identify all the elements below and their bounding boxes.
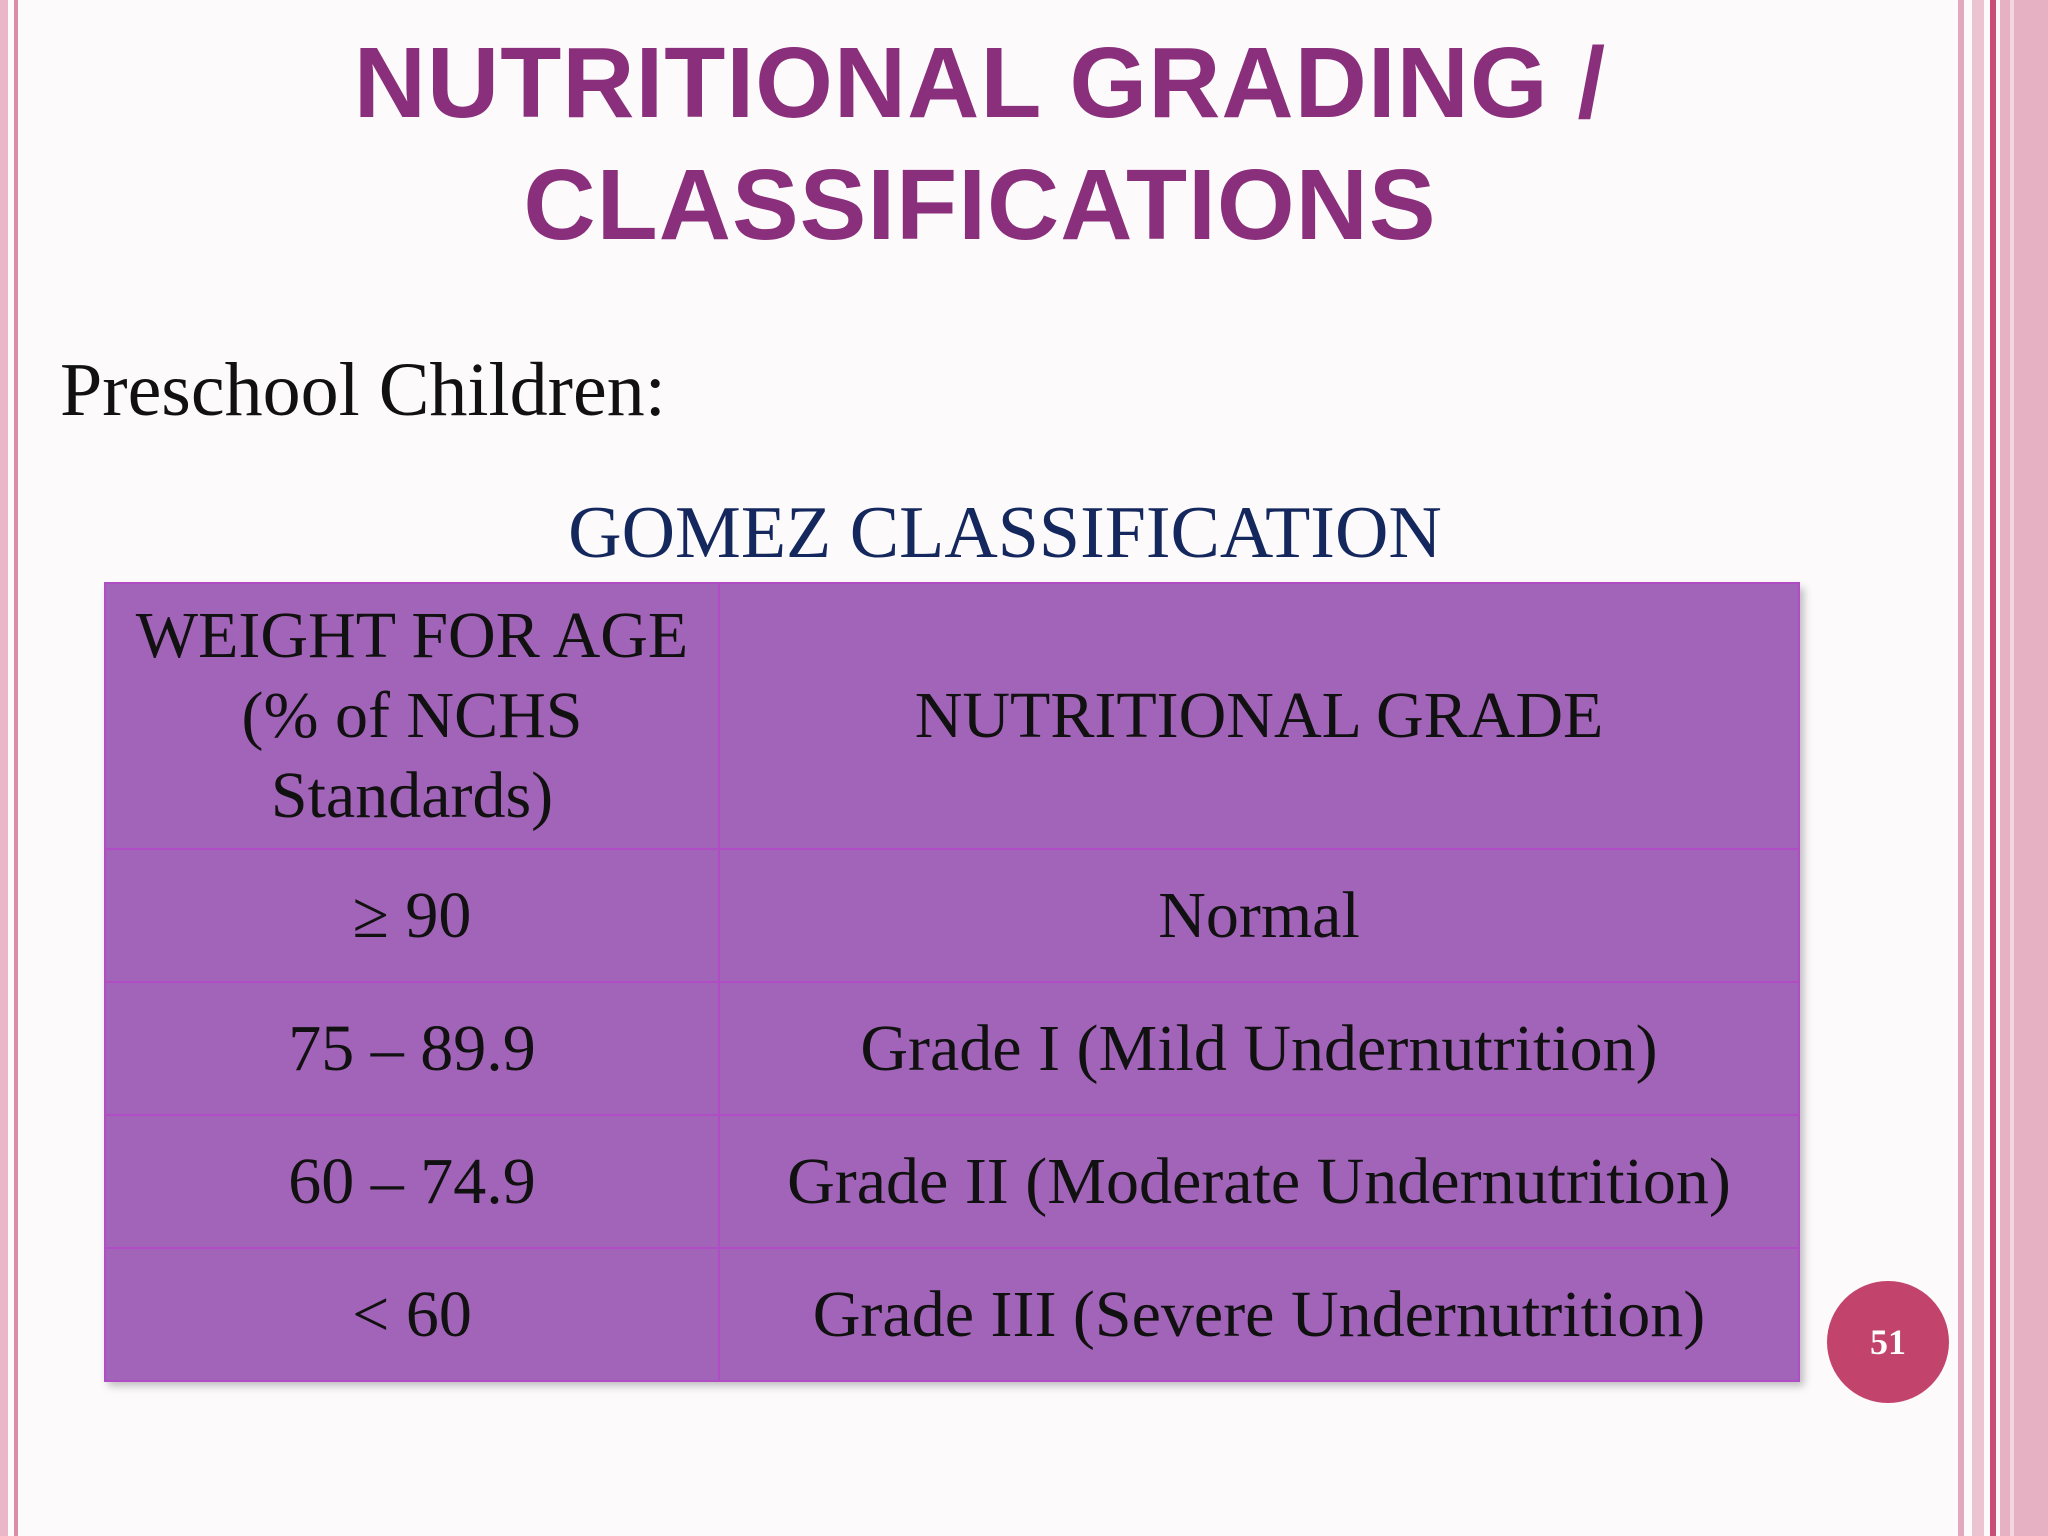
table-title: GOMEZ CLASSIFICATION	[568, 492, 1442, 574]
section-subtitle: Preschool Children:	[60, 348, 666, 432]
header-weight-line-2: (% of NCHS	[241, 679, 583, 752]
right-border-decoration	[1990, 0, 1996, 1536]
cell-weight: 75 – 89.9	[105, 982, 719, 1115]
left-border-decoration	[0, 0, 8, 1536]
cell-grade: Normal	[719, 849, 1799, 982]
page-number-badge: 51	[1827, 1281, 1949, 1403]
header-weight-line-1: WEIGHT FOR AGE	[135, 599, 689, 672]
slide-title	[200, 22, 1760, 266]
classification-table	[104, 582, 1800, 1382]
right-border-decoration	[1958, 0, 1964, 1536]
cell-grade: Grade I (Mild Undernutrition)	[719, 982, 1799, 1115]
table-header-row	[105, 583, 1799, 849]
left-border-decoration	[14, 0, 18, 1536]
cell-weight: 60 – 74.9	[105, 1115, 719, 1248]
right-border-decoration	[2010, 0, 2014, 1536]
header-weight-for-age	[105, 583, 719, 849]
slide-title-line-1: NUTRITIONAL GRADING /	[353, 27, 1607, 139]
cell-grade: Grade III (Severe Undernutrition)	[719, 1248, 1799, 1381]
gomez-classification-table	[104, 582, 1800, 1380]
header-weight-line-3: Standards)	[270, 759, 554, 832]
cell-grade: Grade II (Moderate Undernutrition)	[719, 1115, 1799, 1248]
table-row	[105, 1115, 1799, 1248]
right-border-decoration	[2000, 0, 2048, 1536]
cell-weight: ≥ 90	[105, 849, 719, 982]
table-row	[105, 849, 1799, 982]
cell-weight: < 60	[105, 1248, 719, 1381]
table-row	[105, 1248, 1799, 1381]
right-border-decoration	[1972, 0, 1984, 1536]
table-row	[105, 982, 1799, 1115]
header-nutritional-grade: NUTRITIONAL GRADE	[719, 583, 1799, 849]
slide-title-line-2: CLASSIFICATIONS	[523, 149, 1437, 261]
